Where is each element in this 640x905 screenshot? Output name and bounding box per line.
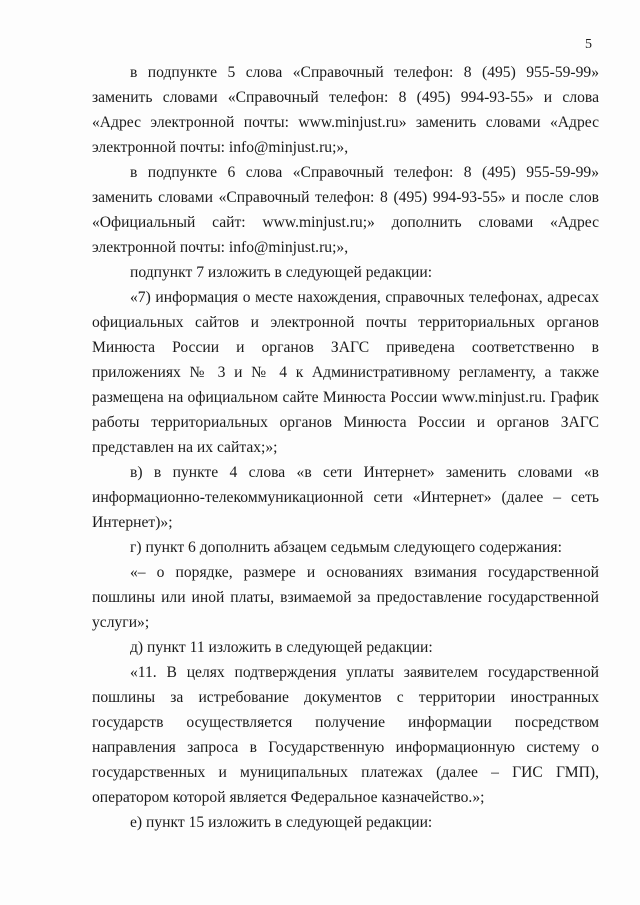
paragraph-subpoint-7-text: «7) информация о месте нахождения, справочных телефонах, адресах официальных сайтов и электронной почты территориальных органов Минюста России и органов ЗАГС приведена соответственно в приложениях № 3 и № 4 к Административному регламенту, а также размещена на официальном сайте Минюста России www.minjust.ru. График работы территориальных органов Минюста России и органов ЗАГС представлен на их сайтах;»; [92,289,599,456]
paragraph-subpoint-5: в подпункте 5 слова «Справочный телефон: 8 (495) 955-59-99» заменить словами «Справочный телефон: 8 (495) 994-93-55» и слова «Адрес электронной почты: www.minjust.ru» заменить словами «Адрес электронной почты: info@minjust.ru;», [92,64,599,156]
paragraph-item-d: д) пункт 11 изложить в следующей редакции: [130,639,433,656]
paragraph-item-e: е) пункт 15 изложить в следующей редакции: [130,814,433,831]
paragraph-item-g-text: «– о порядке, размере и основаниях взимания государственной пошлины или иной платы, взимаемой за предоставление государственной услуги»; [92,564,599,631]
paragraph-item-d-text: «11. В целях подтверждения уплаты заявителем государственной пошлины за истребование документов с территории иностранных государств осуществляется получение информации посредством направления запроса в Государственную информационную систему о государственных и муниципальных платежах (далее – ГИС ГМП), оператором которой является Федеральное казначейство.»; [92,664,599,806]
paragraph-subpoint-7-intro: подпункт 7 изложить в следующей редакции: [130,264,433,281]
paragraph-subpoint-6: в подпункте 6 слова «Справочный телефон: 8 (495) 955-59-99» заменить словами «Справочный телефон: 8 (495) 994-93-55» и после слов «Официальный сайт: www.minjust.ru;» дополнить словами «Адрес электронной почты: info@minjust.ru;», [92,164,599,256]
document-body [92,60,599,835]
paragraph-item-v: в) в пункте 4 слова «в сети Интернет» заменить словами «в информационно-телекоммуникационной сети «Интернет» (далее – сеть Интернет)»; [92,464,599,531]
page-number: 5 [585,37,592,52]
paragraph-item-g: г) пункт 6 дополнить абзацем седьмым следующего содержания: [130,539,562,556]
